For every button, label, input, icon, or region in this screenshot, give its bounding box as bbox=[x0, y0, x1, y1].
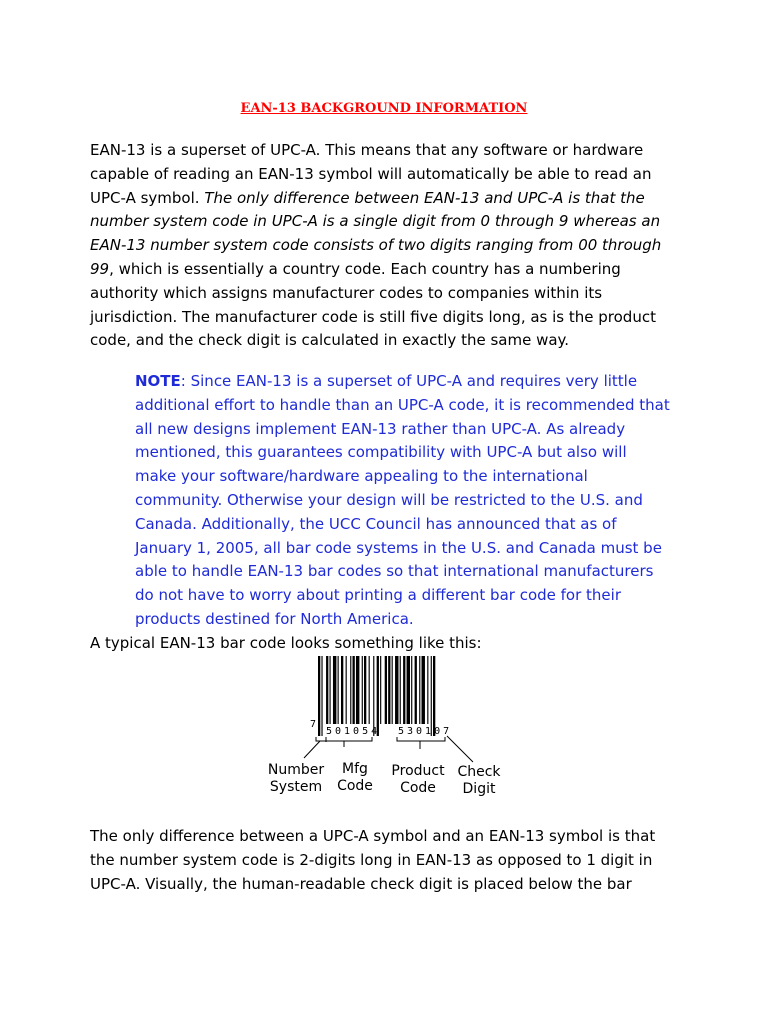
ean13-barcode-figure bbox=[260, 652, 510, 812]
note-label: NOTE bbox=[135, 372, 181, 390]
emphasis-text: 99 bbox=[90, 259, 110, 278]
text-line: the number system code is 2-digits long in EAN-13 as opposed to 1 digit in bbox=[90, 850, 653, 869]
barcode-bar bbox=[431, 656, 432, 736]
product-bracket bbox=[397, 737, 445, 741]
barcode-bar bbox=[364, 656, 366, 724]
number-system-bracket bbox=[316, 737, 372, 741]
label-line: Product bbox=[391, 763, 445, 779]
text-line: The only difference between a UPC-A symbol and an EAN-13 symbol is that bbox=[90, 827, 656, 845]
barcode-bar bbox=[341, 656, 343, 724]
text-span: : Since EAN-13 is a superset of UPC-A and requires very little bbox=[180, 372, 638, 390]
barcode-bar bbox=[353, 656, 355, 724]
barcode-bar bbox=[318, 656, 320, 736]
label-line: Mfg bbox=[342, 761, 368, 777]
barcode-bar bbox=[385, 656, 387, 724]
text-line: authority which assigns manufacturer codes to companies within its bbox=[90, 283, 603, 302]
barcode-bar bbox=[326, 656, 328, 724]
label-line: Number bbox=[267, 762, 325, 778]
label-line: Digit bbox=[462, 781, 496, 797]
check-digit-label bbox=[454, 764, 504, 798]
text-line: do not have to worry about printing a different bar code for their bbox=[135, 586, 621, 605]
label-line: Code bbox=[337, 778, 373, 794]
product-digits: 530107 bbox=[398, 726, 453, 737]
barcode-bar bbox=[373, 656, 374, 736]
text-line: jurisdiction. The manufacturer code is still five digits long, as is the product bbox=[90, 307, 656, 326]
barcode-bar bbox=[362, 656, 363, 724]
text-line: products destined for North America. bbox=[135, 609, 414, 628]
barcode-bar bbox=[427, 656, 428, 724]
text-line bbox=[90, 187, 690, 211]
text-span: , which is essentially a country code. Each country has a numbering bbox=[109, 259, 621, 278]
number-system-label bbox=[264, 762, 328, 796]
text-line bbox=[135, 370, 695, 394]
intro-paragraph bbox=[90, 139, 690, 353]
manufacturer-digits: 501054 bbox=[326, 726, 381, 737]
number-system-pointer bbox=[304, 741, 320, 758]
number-system-digit: 7 bbox=[310, 719, 317, 730]
barcode-bar bbox=[422, 656, 425, 724]
text-line bbox=[90, 210, 690, 234]
check-digit-pointer bbox=[447, 736, 473, 762]
barcode-bar bbox=[350, 656, 351, 724]
barcode-intro-line: A typical EAN-13 bar code looks something like this: bbox=[90, 634, 482, 652]
barcode-bar bbox=[356, 656, 359, 724]
barcode-bar bbox=[338, 656, 339, 724]
note-paragraph bbox=[135, 370, 695, 632]
comparison-paragraph bbox=[90, 825, 690, 896]
text-line: community. Otherwise your design will be restricted to the U.S. and bbox=[135, 490, 643, 509]
product-code-label bbox=[388, 763, 448, 797]
text-line: code, and the check digit is calculated in exactly the same way. bbox=[90, 331, 570, 350]
text-span: UPC-A symbol. bbox=[90, 188, 205, 207]
barcode-bar bbox=[415, 656, 417, 724]
barcode-bar bbox=[330, 656, 331, 724]
barcode-bar bbox=[377, 656, 379, 736]
text-line: able to handle EAN-13 bar codes so that international manufacturers bbox=[135, 562, 654, 581]
text-line: EAN-13 is a superset of UPC-A. This means that any software or hardware bbox=[90, 141, 644, 159]
page-title: EAN-13 BACKGROUND INFORMATION bbox=[240, 101, 528, 116]
barcode-bar bbox=[400, 656, 401, 724]
text-line: Canada. Additionally, the UCC Council has announced that as of bbox=[135, 514, 617, 533]
emphasis-text: EAN-13 number system code consists of two digits ranging from 00 through bbox=[90, 236, 662, 255]
mfg-code-label bbox=[334, 761, 376, 795]
text-line: January 1, 2005, all bar code systems in the U.S. and Canada must be bbox=[135, 538, 662, 557]
barcode-bar bbox=[333, 656, 336, 724]
barcode-bar bbox=[407, 656, 410, 724]
text-line: UPC-A. Visually, the human-readable check digit is placed below the bar bbox=[90, 874, 632, 893]
barcode-bar bbox=[346, 656, 347, 724]
label-line: Code bbox=[400, 780, 436, 796]
barcode-bar bbox=[433, 656, 435, 736]
barcode-bar bbox=[403, 656, 405, 724]
text-line: make your software/hardware appealing to the international bbox=[135, 467, 588, 486]
barcode-bar bbox=[369, 656, 370, 724]
barcode-bar bbox=[321, 656, 322, 736]
barcode-bar bbox=[419, 656, 420, 724]
label-line: Check bbox=[457, 764, 501, 780]
text-line: mentioned, this guarantees compatibility with UPC-A but also will bbox=[135, 443, 627, 462]
text-line bbox=[90, 258, 690, 282]
text-line: all new designs implement EAN-13 rather than UPC-A. As already bbox=[135, 419, 626, 438]
barcode-bar bbox=[392, 656, 393, 724]
barcode-bar bbox=[388, 656, 390, 724]
text-line bbox=[90, 234, 690, 258]
label-line: System bbox=[269, 779, 323, 795]
emphasis-text: The only difference between EAN-13 and UPC-A is that the bbox=[204, 188, 645, 207]
text-line: additional effort to handle than an UPC-A code, it is recommended that bbox=[135, 395, 670, 414]
text-line: capable of reading an EAN-13 symbol will automatically be able to read an bbox=[90, 164, 652, 183]
barcode-bars bbox=[318, 656, 435, 736]
barcode-bar bbox=[395, 656, 398, 724]
emphasis-text: number system code in UPC-A is a single digit from 0 through 9 whereas an bbox=[90, 212, 661, 231]
barcode-bar bbox=[411, 656, 412, 724]
barcode-bar bbox=[380, 656, 381, 724]
